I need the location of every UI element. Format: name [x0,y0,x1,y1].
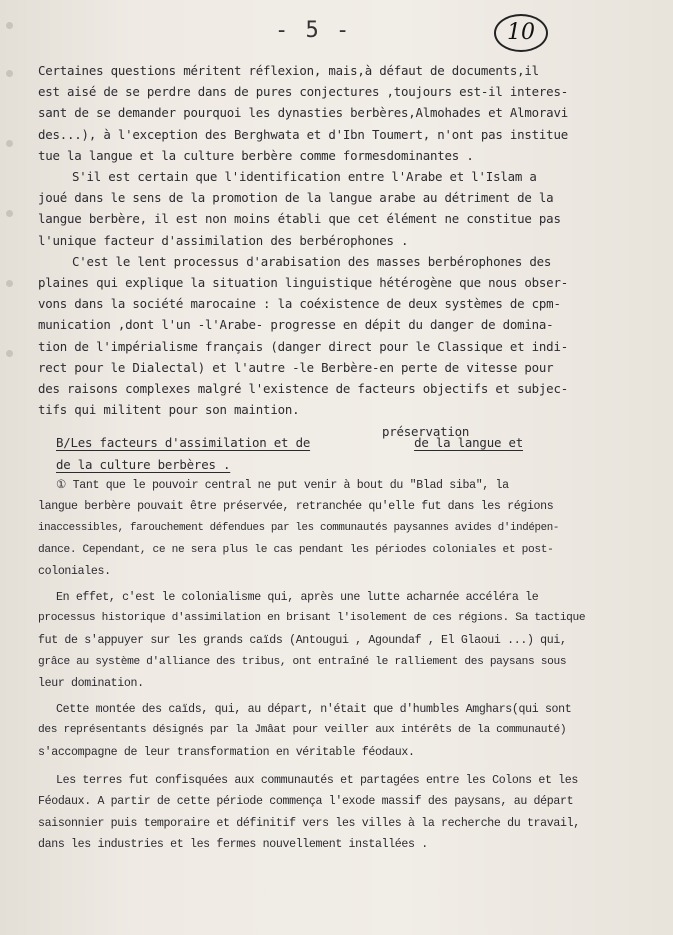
text-line: processus historique d'assimilation en brisant l'isolement de ces régions. Sa tactique [38,612,586,625]
text-line: C'est le lent processus d'arabisation des masses berbérophones des [72,253,552,269]
paragraph-blad-siba [38,475,663,583]
paragraph-terres [38,770,663,856]
heading-line: de la culture berbères . [56,456,231,472]
text-line: joué dans le sens de la promotion de la langue arabe au détriment de la [38,190,554,206]
text-line: Certaines questions méritent réflexion, mais,à défaut de documents,il [38,63,539,78]
heading-superscript: préservation [382,424,470,440]
text-line: langue berbère pouvait être préservée, retranchée qu'elle fut dans les régions [38,500,554,514]
heading-part: de la langue et [414,435,523,451]
text-line: dance. Cependant, ce ne sera plus le cas pendant les périodes coloniales et post- [38,543,554,556]
text-line: Cette montée des caïds, qui, au départ, n'était que d'humbles Amghars(qui sont [56,702,572,716]
text-line: munication ,dont l'un -l'Arabe- progresse en dépit du danger de domina- [38,317,554,333]
text-line: est aisé de se perdre dans de pures conjectures ,toujours est-il interes- [38,84,568,100]
text-line: ① Tant que le pouvoir central ne put venir à bout du "Blad siba", la [56,478,509,492]
text-line: fut de s'appuyer sur les grands caïds (Antougui , Agoundaf , El Glaoui ...) qui, [38,634,567,648]
text-line: plaines qui explique la situation linguistique hétérogène que nous obser- [38,275,568,291]
text-line: leur domination. [38,677,144,691]
heading-part: B/Les facteurs d'assimilation et de [56,435,311,451]
text-line: vons dans la société marocaine : la coéxistence de deux systèmes de cpm- [38,296,561,312]
text-line: S'il est certain que l'identification entre l'Arabe et l'Islam a [72,169,537,185]
section-heading [38,424,663,474]
paragraph-arabisation [38,251,663,421]
text-line: tifs qui militent pour son maintion. [38,402,300,418]
text-line: saisonnier puis temporaire et définitif vers les villes à la recherche du travail, [38,816,580,830]
text-line: s'accompagne de leur transformation en véritable féodaux. [38,745,415,759]
text-line: tue la langue et la culture berbère comme formesdominantes . [38,147,474,163]
text-line: des...), à l'exception des Berghwata et d'Ibn Toumert, n'ont pas institue [38,126,568,142]
body-text [38,60,663,856]
paragraph-colonialisme [38,587,663,695]
text-line: l'unique facteur d'assimilation des berbérophones . [38,232,409,248]
text-line: langue berbère, il est non moins établi que cet élément ne constitue pas [38,211,561,227]
text-line: des représentants désignés par la Jmâat pour veiller aux intérêts de la communauté) [38,724,567,737]
page-number: - 5 - [275,18,352,43]
paragraph-caids [38,699,663,764]
text-line: Féodaux. A partir de cette période commença l'exode massif des paysans, au départ [38,795,574,809]
text-line: tion de l'impérialisme français (danger direct pour le Classique et indi- [38,338,568,354]
text-line: des raisons complexes malgré l'existence de facteurs objectifs et subjec- [38,381,568,397]
text-line: En effet, c'est le colonialisme qui, après une lutte acharnée accéléra le [56,590,539,604]
text-line: coloniales. [38,565,111,579]
text-line: Les terres fut confisquées aux communautés et partagées entre les Colons et les [56,773,578,787]
circled-folio-number: 10 [494,14,548,52]
text-line: grâce au système d'alliance des tribus, ont entraîné le ralliement des paysans sous [38,655,567,668]
text-line: inaccessibles, farouchement défendues par les communautés paysannes avides d'indépen- [38,522,559,535]
paragraph-intro [38,60,663,166]
text-line: rect pour le Dialectal) et l'autre -le Berbère-en perte de vitesse pour [38,359,554,375]
text-line: sant de se demander pourquoi les dynasties berbères,Almohades et Almoravi [38,105,568,121]
paragraph-identification [38,166,663,251]
heading-line [38,432,663,453]
text-line: dans les industries et les fermes nouvellement installées . [38,838,428,852]
